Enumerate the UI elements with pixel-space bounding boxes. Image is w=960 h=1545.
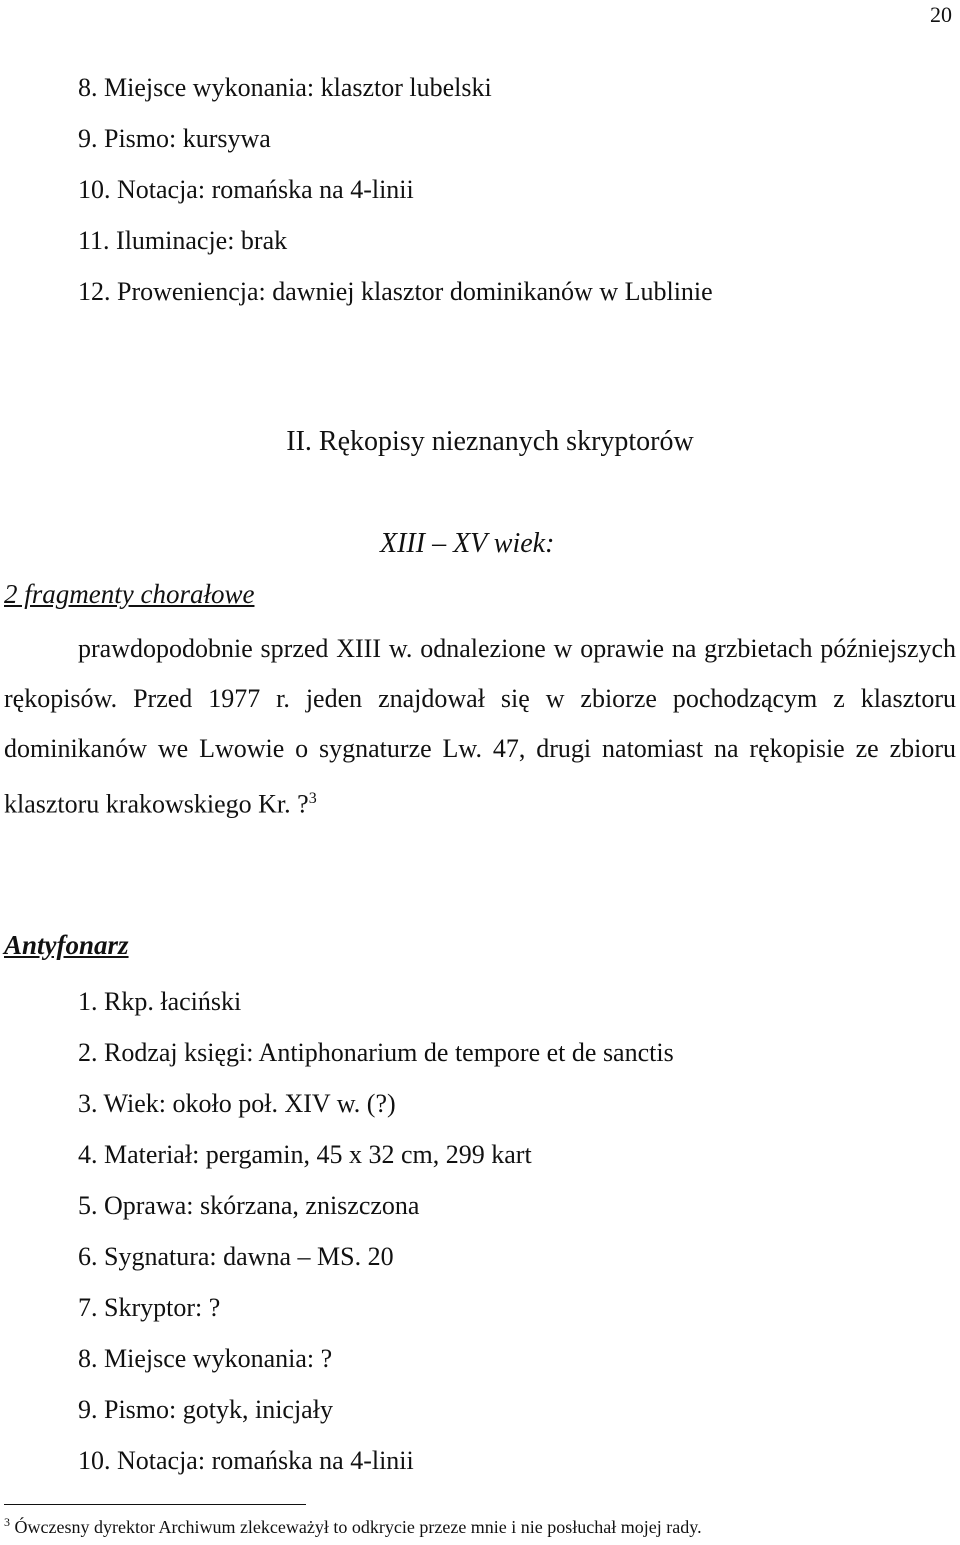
- footnote-divider: [4, 1504, 306, 1505]
- section-heading: II. Rękopisy nieznanych skryptorów: [286, 426, 694, 457]
- list-item: 2. Rodzaj księgi: Antiphonarium de tempore et de sanctis: [78, 1038, 674, 1067]
- footnote-reference[interactable]: 3: [308, 790, 317, 807]
- list-item: 3. Wiek: około poł. XIV w. (?): [78, 1089, 396, 1118]
- list-item: 6. Sygnatura: dawna – MS. 20: [78, 1242, 394, 1271]
- fragments-heading: 2 fragmenty chorałowe: [4, 579, 255, 609]
- fragments-paragraph: [4, 624, 956, 830]
- manuscript-details-list-top: [78, 62, 713, 317]
- list-item: 8. Miejsce wykonania: klasztor lubelski: [78, 73, 492, 102]
- century-heading: XIII – XV wiek:: [380, 528, 555, 559]
- list-item: 1. Rkp. łaciński: [78, 987, 242, 1016]
- list-item: 8. Miejsce wykonania: ?: [78, 1344, 333, 1373]
- footnote: [4, 1515, 702, 1538]
- list-item: 10. Notacja: romańska na 4-linii: [78, 1446, 414, 1475]
- manuscript-details-list-bottom: [78, 976, 674, 1486]
- paragraph-text: prawdopodobnie sprzed XIII w. odnalezione w oprawie na grzbietach późniejszych rękopisów. Przed 1977 r. jeden znajdował się w zbiorze pochodzącym z klasztoru dominikanów we Lwowie o sygnaturze Lw. 47, drugi natomiast na rękopisie ze zbioru klasztoru krakowskiego Kr. ?: [4, 634, 956, 819]
- list-item: 5. Oprawa: skórzana, zniszczona: [78, 1191, 420, 1220]
- list-item: 4. Materiał: pergamin, 45 x 32 cm, 299 kart: [78, 1140, 532, 1169]
- list-item: 12. Proweniencja: dawniej klasztor dominikanów w Lublinie: [78, 277, 713, 306]
- page-number: 20: [930, 2, 952, 27]
- footnote-number: 3: [4, 1515, 10, 1529]
- list-item: 11. Iluminacje: brak: [78, 226, 288, 255]
- antyfonarz-heading: Antyfonarz: [4, 930, 129, 960]
- list-item: 9. Pismo: gotyk, inicjały: [78, 1395, 333, 1424]
- list-item: 10. Notacja: romańska na 4-linii: [78, 175, 414, 204]
- footnote-text: Ówczesny dyrektor Archiwum zlekceważył to odkrycie przeze mnie i nie posłuchał mojej rady.: [10, 1517, 702, 1537]
- list-item: 7. Skryptor: ?: [78, 1293, 221, 1322]
- list-item: 9. Pismo: kursywa: [78, 124, 271, 153]
